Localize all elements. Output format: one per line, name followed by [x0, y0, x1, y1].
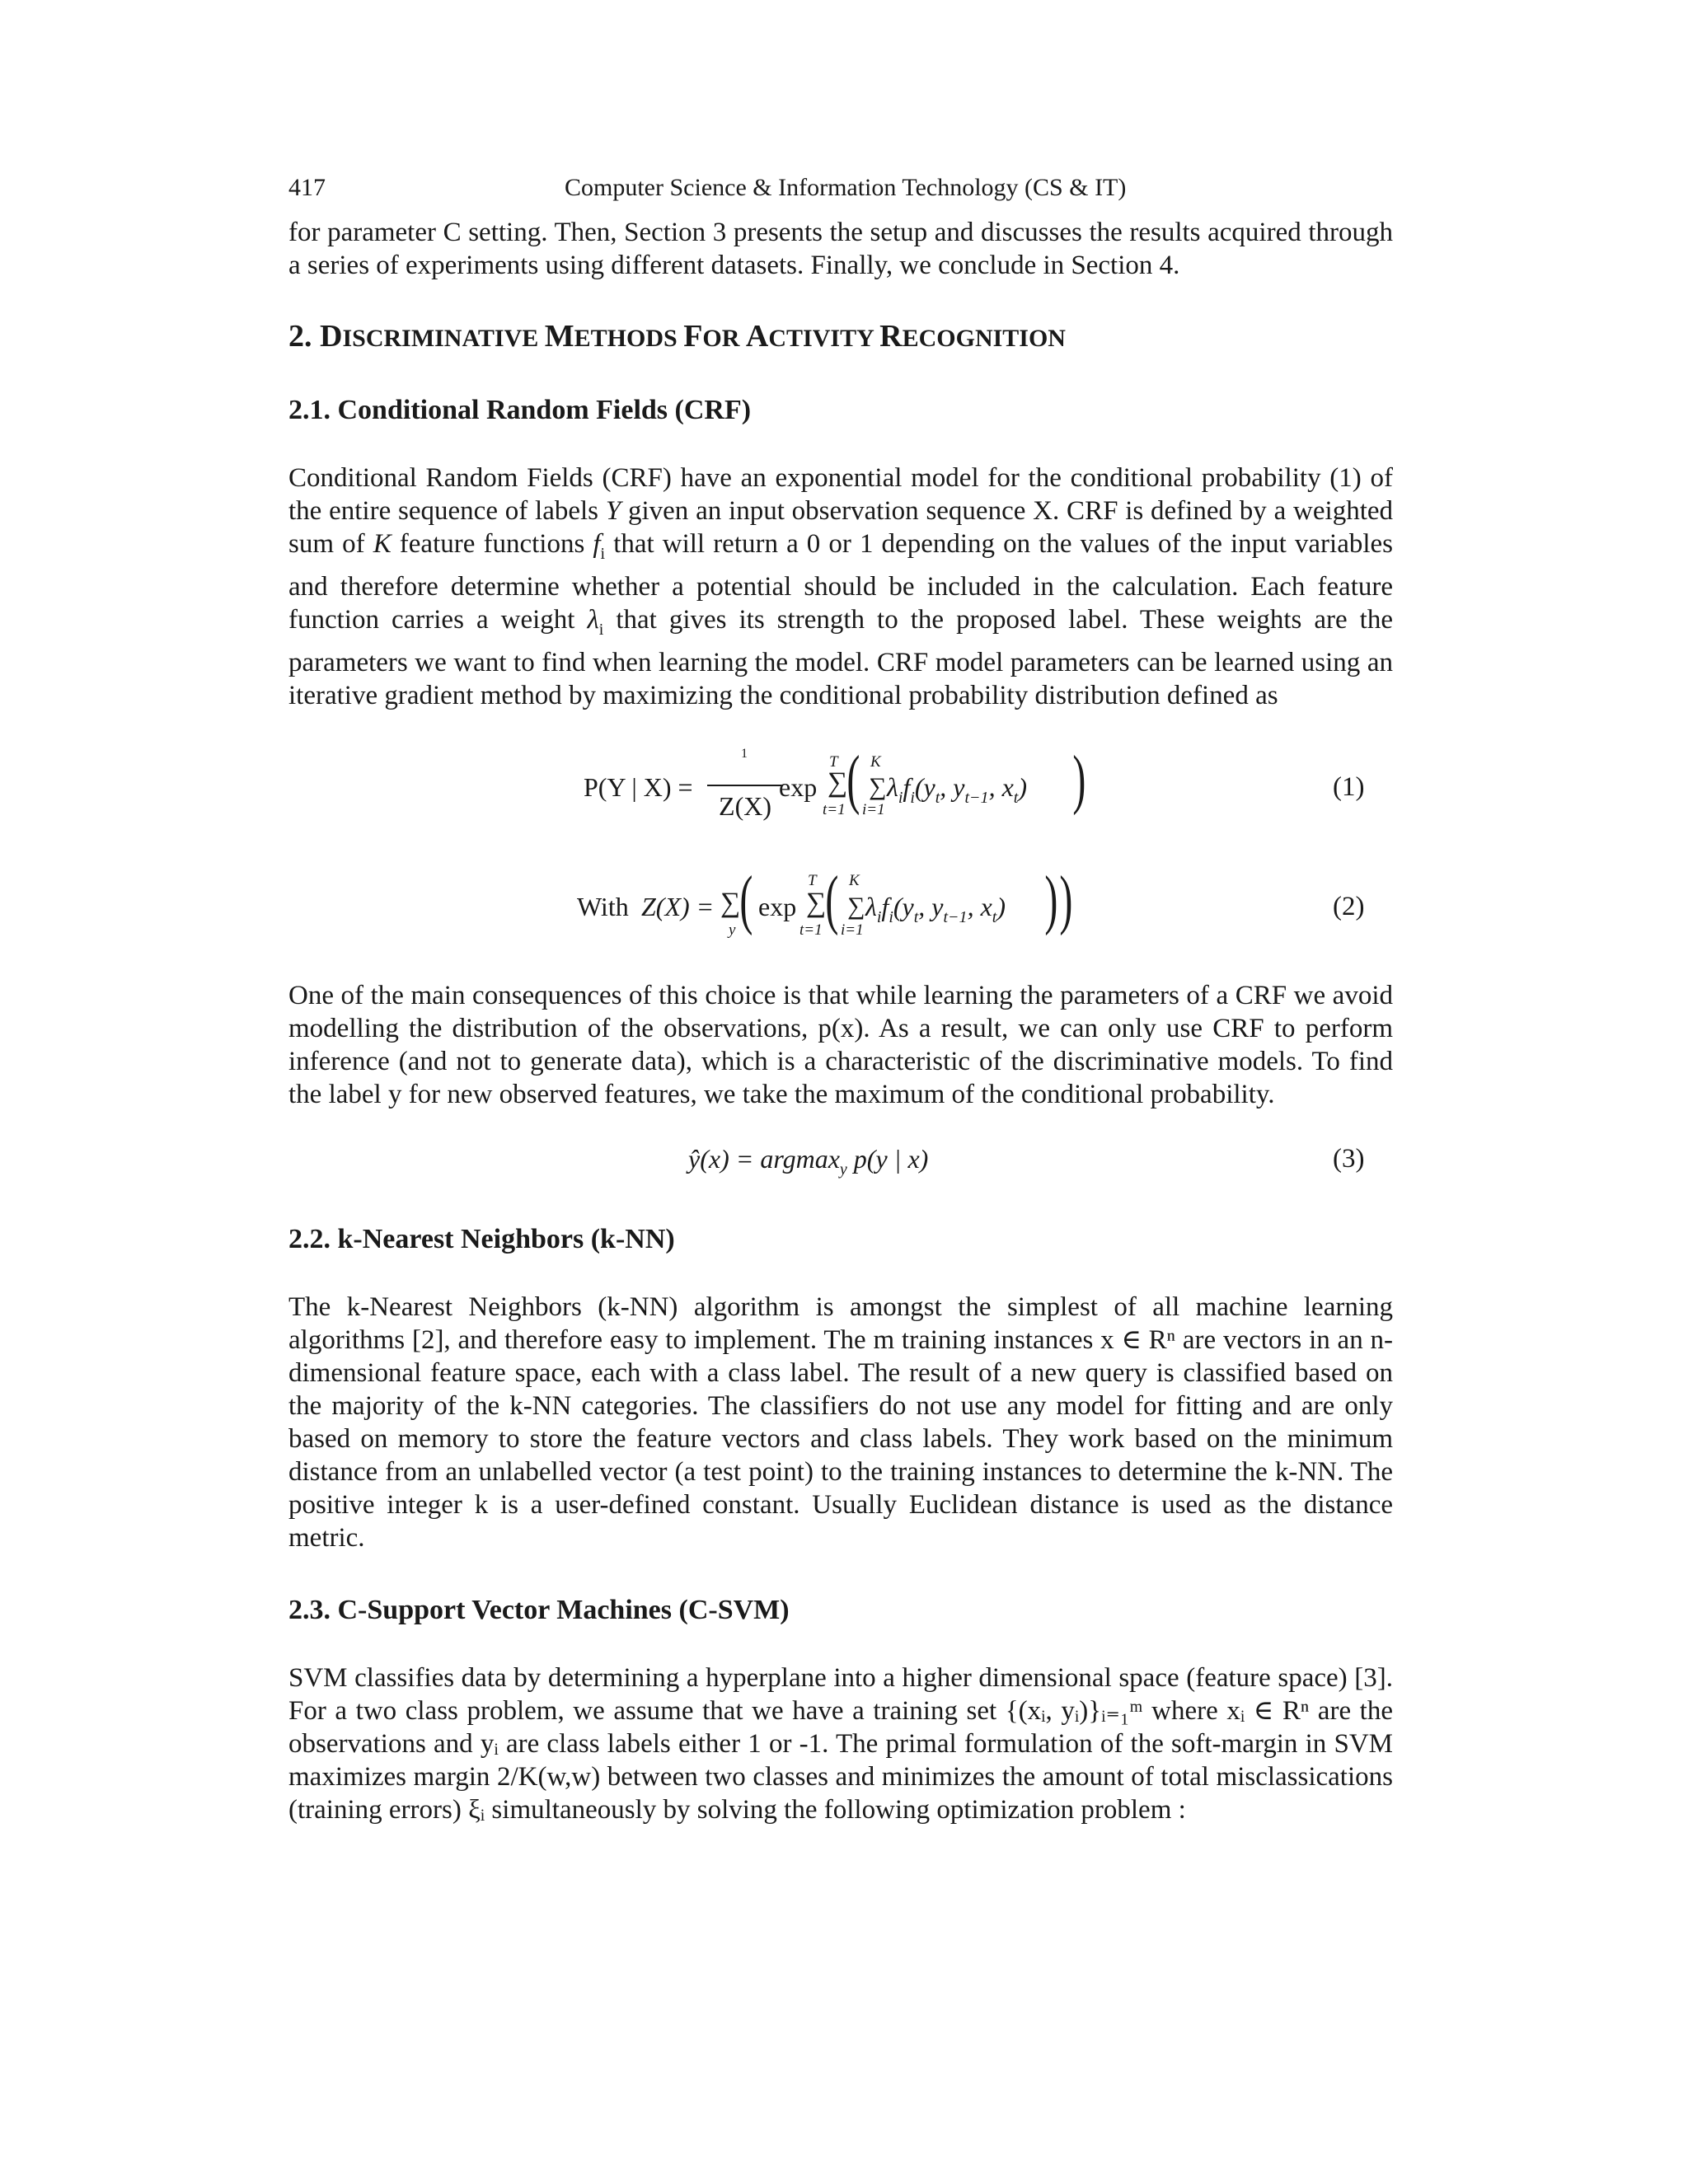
subsection-2-2-heading: 2.2. k-Nearest Neighbors (k-NN): [288, 1224, 675, 1254]
running-header: [288, 171, 1393, 204]
section-2-heading: 2. DISCRIMINATIVE METHODS FOR ACTIVITY RECOGNITION: [288, 319, 1066, 354]
paper-page: 417 Computer Science & Information Technology (CS & IT) for parameter C setting. Then, Section 3 presents the setup and discusses the results acquired through a series of experiments using different datasets. Finally, we conclude in Section 4. 2. DISCRIMINATIVE METHODS FOR ACTIVITY RECOGNITION 2.1. Conditional Random Fields (CRF) Conditional Random Fields (CRF) have an exponential model for the conditional probability (1) of the entire sequence of labels Y given an input observation sequence X. CRF is defined by a weighted sum of K feature functions $f_i$ that will return a 0 or 1 depending on the values of the input variables and therefore determine whether a potential should be included in the calculation. Each feature function carries a weight $\lambda_i$ that gives its strength to the proposed label. These weights are the parameters we want to find when learning the model. CRF model parameters can be learned using an iterative gradient method by maximizing the conditional probability distribution defined as P(Y | X) = 1 Z(X) exp ∑ T t=1 ( ∑ K i=1 $\lambda_if_i(y_t$, $y_{t-1}$, $x_t$) ) (1) With Z(X) = ∑ y ( exp ∑ T t=1 ( ∑ K i=1 $\lambda_if_i(y_t$, $y_{t-1}$, $x_t$) ) ) (2) One of the main consequences of this choice is that while learning the parameters of a CRF we avoid modelling the distribution of the observations, p(x). As a result, we can only use CRF to perform inference (and not to generate data), which is a characteristic of the discriminative models. To find the label y for new observed features, we take the maximum of the conditional probability. ŷ(x) = argmax$_y$ p(y | x) (3) 2.2. k-Nearest Neighbors (k-NN) The k-Nearest Neighbors (k-NN) algorithm is amongst the simplest of all machine learning algorithms [2], and therefore easy to implement. The m training instances x ∈ Rⁿ are vectors in an n-dimensional feature space, each with a class label. The result of a new query is classified based on the majority of the k-NN categories. The classifiers do not use any model for fitting and are only based on memory to store the feature vectors and class labels. They work based on the minimum distance from an unlabelled vector (a test point) to the training instances to determine the k-NN. The positive integer k is a user-defined constant. Usually Euclidean distance is used as the distance metric. 2.3. C-Support Vector Machines (C-SVM) SVM classifies data by determining a hyperplane into a higher dimensional space (feature space) [3]. For a two class problem, we assume that we have a training set {(xᵢ, yᵢ)}ᵢ₌₁ᵐ where xᵢ ∈ Rⁿ are the observations and yᵢ are class labels either 1 or -1. The primal formulation of the soft-margin in SVM maximizes margin 2/K(w,w) between two classes and minimizes the amount of total misclassications (training errors) ξᵢ simultaneously by solving the following optimization problem :: [0, 0, 1688, 2184]
knn-paragraph: The k-Nearest Neighbors (k-NN) algorithm is amongst the simplest of all machine learning algorithms [2], and therefore easy to implement. The m training instances x ∈ Rⁿ are vectors in an n-dimensional feature space, each with a class label. The result of a new query is classified based on the majority of the k-NN categories. The classifiers do not use any model for fitting and are only based on memory to store the feature vectors and class labels. They work based on the minimum distance from an unlabelled vector (a test point) to the training instances to determine the k-NN. The positive integer k is a user-defined constant. Usually Euclidean distance is used as the distance metric.: [288, 1292, 1393, 1553]
svm-paragraph: SVM classifies data by determining a hyperplane into a higher dimensional space (feature space) [3]. For a two class problem, we assume that we have a training set {(xᵢ, yᵢ)}ᵢ₌₁ᵐ where xᵢ ∈ Rⁿ are the observations and yᵢ are class labels either 1 or -1. The primal formulation of the soft-margin in SVM maximizes margin 2/K(w,w) between two classes and minimizes the amount of total misclassications (training errors) ξᵢ simultaneously by solving the following optimization problem :: [288, 1663, 1393, 1825]
crf-paragraph-2: One of the main consequences of this choice is that while learning the parameters of a CRF we avoid modelling the distribution of the observations, p(x). As a result, we can only use CRF to perform inference (and not to generate data), which is a characteristic of the discriminative models. To find the label y for new observed features, we take the maximum of the conditional probability.: [288, 981, 1393, 1109]
journal-title: Computer Science & Information Technology (CS & IT): [565, 174, 1127, 201]
intro-paragraph: for parameter C setting. Then, Section 3 presents the setup and discusses the results acquired through a series of experiments using different datasets. Finally, we conclude in Section 4.: [288, 218, 1393, 280]
subsection-2-1-heading: 2.1. Conditional Random Fields (CRF): [288, 395, 752, 425]
subsection-2-3-heading: 2.3. C-Support Vector Machines (C-SVM): [288, 1595, 790, 1625]
crf-paragraph-1: Conditional Random Fields (CRF) have an exponential model for the conditional probability (1) of the entire sequence of labels Y given an input observation sequence X. CRF is defined by a weighted sum of K feature functions $f_i$ that will return a 0 or 1 depending on the values of the input variables and therefore determine whether a potential should be included in the calculation. Each feature function carries a weight $\lambda_i$ that gives its strength to the proposed label. These weights are the parameters we want to find when learning the model. CRF model parameters can be learned using an iterative gradient method by maximizing the conditional probability distribution defined as: [288, 463, 1394, 710]
page-number: 417: [288, 174, 326, 201]
